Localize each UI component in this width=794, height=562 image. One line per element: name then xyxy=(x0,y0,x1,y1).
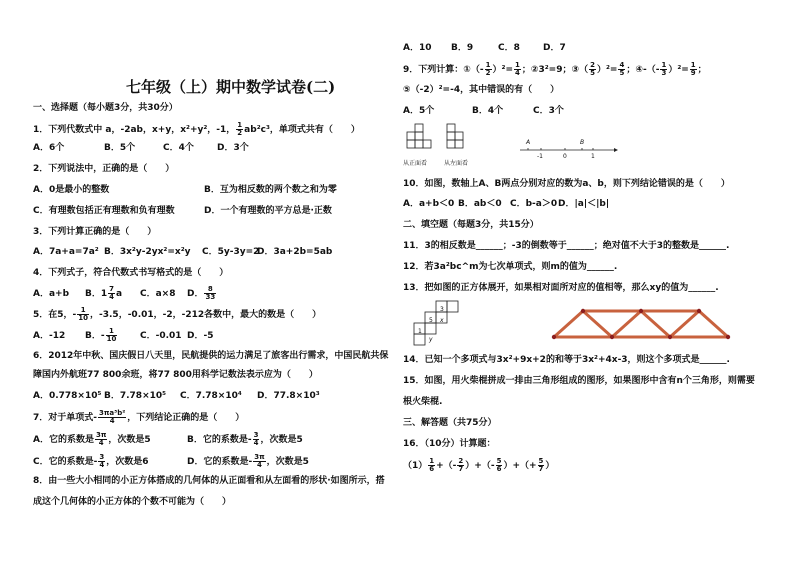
question-16: 16．（10分）计算题： xyxy=(403,439,496,449)
fraction: $\frac{1}{2}$ xyxy=(485,61,491,77)
section-solve: 三、解答题（共75分） xyxy=(403,418,497,428)
numline-label-one: 1 xyxy=(591,153,595,160)
q3-option-a[interactable]: A．7a+a=7a² xyxy=(33,247,99,257)
q3-option-b[interactable]: B．3x²y-2yx²=x²y xyxy=(104,247,191,257)
question-14: 14．已知一个多项式与3x²+9x+2的和等于3x²+4x-3，则这个多项式是______. xyxy=(403,355,730,365)
question-15-line-2: 根火柴棍. xyxy=(403,397,443,407)
front-view-label: 从正面看 xyxy=(403,160,428,167)
question-9: 9．下列计算：①（- $\frac{1}{2}$ ）²= $\frac{1}{4}$ ；②3²=9；③（ $\frac{2}{5}$ ）²= $\frac{4}{5}$ ；④-（- $\frac{1}{3}$ ）²= $\frac{1}{9}$ ； xyxy=(403,61,707,77)
cube-face-5: 5 xyxy=(429,317,433,324)
q1-option-c[interactable]: C．4个 xyxy=(163,143,194,153)
question-3: 3．下列计算正确的是（ ） xyxy=(33,227,157,237)
q2-option-c[interactable]: C．有理数包括正有理数和负有理数 xyxy=(33,206,175,216)
q5-option-d[interactable]: D．-5 xyxy=(187,331,214,341)
q4-option-a[interactable]: A．a+b xyxy=(33,289,70,299)
fraction: $\frac{3}{4}$ xyxy=(99,453,105,469)
question-4: 4．下列式子，符合代数式书写格式的是（ ） xyxy=(33,268,229,278)
matchstick-triangles xyxy=(550,307,734,341)
q3-option-d[interactable]: D．3a+2b=5ab xyxy=(257,247,333,257)
question-5: 5．在5，- $\frac{1}{10}$ ，-3.5，-0.01，-2，-212各数中，最大的数是（ ） xyxy=(33,306,322,322)
q5-option-a[interactable]: A．-12 xyxy=(33,331,66,341)
q1-option-d[interactable]: D．3个 xyxy=(217,143,249,153)
question-16-part-1: （1） $\frac{1}{6}$ +（- $\frac{2}{7}$ ）+（- $\frac{5}{6}$ ）+（+ $\frac{5}{7}$ ） xyxy=(403,457,555,473)
q6-option-b[interactable]: B．7.78×10⁵ xyxy=(104,391,167,401)
q10-option-a[interactable]: A．a+b＜0 xyxy=(403,199,455,209)
cube-views-figure xyxy=(403,122,483,162)
fraction: $\frac{1}{10}$ xyxy=(78,306,89,322)
fraction: $\frac{2}{5}$ xyxy=(590,61,595,77)
question-15-line-1: 15．如图，用火柴棍拼成一排由三角形组成的图形，如果图形中含有n个三角形，则需要 xyxy=(403,376,755,386)
question-11: 11．3的相反数是______；-3的倒数等于______；绝对值不大于3的整数是______. xyxy=(403,241,730,251)
q2-option-d[interactable]: D．一个有理数的平方总是·正数 xyxy=(204,206,332,216)
q7-option-c[interactable]: C．它的系数是- $\frac{3}{4}$ ，次数是6 xyxy=(33,453,149,469)
q10-option-b[interactable]: B．ab＜0 xyxy=(458,199,502,209)
question-12: 12．若3a²bc^m为七次单项式，则m的值为______. xyxy=(403,262,618,272)
q10-option-d[interactable]: D．|a|＜|b| xyxy=(558,199,610,209)
cube-face-3: 3 xyxy=(440,306,444,313)
q9-option-b[interactable]: B．4个 xyxy=(472,106,504,116)
section-fill: 二、填空题（每题3分，共15分） xyxy=(403,220,539,230)
q4-option-d[interactable]: D． $\frac{8}{33}$ xyxy=(187,285,216,301)
fraction: $\frac{1}{6}$ xyxy=(429,457,435,473)
q6-option-d[interactable]: D．77.8×10³ xyxy=(257,391,320,401)
page-title: 七年级（上）期中数学试卷(二) xyxy=(126,78,336,96)
q1-option-a[interactable]: A．6个 xyxy=(33,143,65,153)
fraction: $\frac{5}{6}$ xyxy=(496,457,502,473)
q2-option-b[interactable]: B．互为相反数的两个数之和为零 xyxy=(204,185,337,195)
fraction: $\frac{\text{3πa³b²}}{4}$ xyxy=(99,409,126,425)
fraction: $\frac{1}{10}$ xyxy=(106,327,117,343)
left-view-label: 从左面看 xyxy=(444,160,469,167)
q9-option-c[interactable]: C．3个 xyxy=(533,106,564,116)
question-9-line-2: ⑤（-2）²=-4，其中错误的有（ ） xyxy=(403,85,560,95)
fraction: $\frac{4}{5}$ xyxy=(619,61,625,77)
fraction: $\frac{3\pi}{4}$ xyxy=(95,431,107,447)
numline-label-zero: 0 xyxy=(563,153,567,160)
numline-label-neg1: -1 xyxy=(537,153,543,160)
fraction: $\frac{1}{3}$ xyxy=(661,61,667,77)
fraction: $\frac{1}{9}$ xyxy=(690,61,696,77)
q2-option-a[interactable]: A．0是最小的整数 xyxy=(33,185,110,195)
q9-option-a[interactable]: A．5个 xyxy=(403,106,435,116)
question-10: 10．如图，数轴上A、B两点分别对应的数为a、b，则下列结论错误的是（ ） xyxy=(403,179,730,189)
fraction: $\frac{3\pi}{4}$ xyxy=(254,453,265,469)
q7-option-d[interactable]: D．它的系数是- $\frac{3\pi}{4}$ ，次数是5 xyxy=(187,453,309,469)
cube-face-y: y xyxy=(429,336,433,343)
q6-option-a[interactable]: A．0.778×10⁵ xyxy=(33,391,102,401)
q8-option-d[interactable]: D．7 xyxy=(543,43,566,53)
question-2: 2．下列说法中，正确的是（ ） xyxy=(33,164,175,174)
q6-option-c[interactable]: C．7.78×10⁴ xyxy=(180,391,242,401)
q10-option-c[interactable]: C．b-a＞0 xyxy=(510,199,558,209)
fraction: $\frac{5}{7}$ xyxy=(538,457,544,473)
question-7: 7．对于单项式- $\frac{\text{3πa³b²}}{4}$ ，下列结论正确的是（ ） xyxy=(33,409,245,425)
section-choice: 一、选择题（每小题3分，共30分） xyxy=(33,103,178,113)
fraction: $\frac{7}{4}$ xyxy=(109,285,114,301)
fraction: $\frac{8}{33}$ xyxy=(205,285,216,301)
q7-option-b[interactable]: B．它的系数是- $\frac{3}{4}$ ，次数是5 xyxy=(187,431,303,447)
cube-face-x: x xyxy=(440,317,444,324)
question-13: 13．把如图的正方体展开，如果相对面所对应的值相等，那么xy的值为______. xyxy=(403,283,719,293)
q1-option-b[interactable]: B．5个 xyxy=(104,143,136,153)
q8-option-c[interactable]: C．8 xyxy=(498,43,520,53)
cube-face-1: 1 xyxy=(418,328,422,335)
fraction: $\frac{1}{2}$ xyxy=(237,121,243,137)
number-line xyxy=(518,136,618,160)
question-8-line-1: 8．由一些大小相同的小正方体搭成的几何体的从正面看和从左面看的形状·如图所示，搭 xyxy=(33,476,385,486)
question-6-line-2: 障国内外航班77 800余班，将77 800用科学记数法表示应为（ ） xyxy=(33,370,318,380)
q5-option-b[interactable]: B．- $\frac{1}{10}$ xyxy=(85,327,117,343)
q7-option-a[interactable]: A．它的系数是 $\frac{3\pi}{4}$ ，次数是5 xyxy=(33,431,151,447)
question-8-line-2: 成这个几何体的小正方体的个数不可能为（ ） xyxy=(33,497,232,507)
q3-option-c[interactable]: C．5y-3y=2 xyxy=(202,247,260,257)
question-6-line-1: 6．2012年中秋、国庆假日八天里，民航提供的运力满足了旅客出行需求，中国民航共保 xyxy=(33,351,389,361)
q8-option-b[interactable]: B．9 xyxy=(451,43,474,53)
q8-option-a[interactable]: A．10 xyxy=(403,43,432,53)
fraction: $\frac{2}{7}$ xyxy=(458,457,464,473)
numline-label-a: A xyxy=(526,139,531,146)
numline-label-b: B xyxy=(580,139,585,146)
fraction: $\frac{3}{4}$ xyxy=(253,431,259,447)
q4-option-c[interactable]: C．a×8 xyxy=(140,289,176,299)
fraction: $\frac{1}{4}$ xyxy=(514,61,520,77)
q4-option-b[interactable]: B．1 $\frac{7}{4}$ a xyxy=(85,285,123,301)
question-1: 1．下列代数式中 a，-2ab，x+y，x²+y²，-1， $\frac{1}{2}$ ab²c³，单项式共有（ ） xyxy=(33,121,360,137)
q5-option-c[interactable]: C．-0.01 xyxy=(140,331,182,341)
right-column xyxy=(400,0,794,562)
